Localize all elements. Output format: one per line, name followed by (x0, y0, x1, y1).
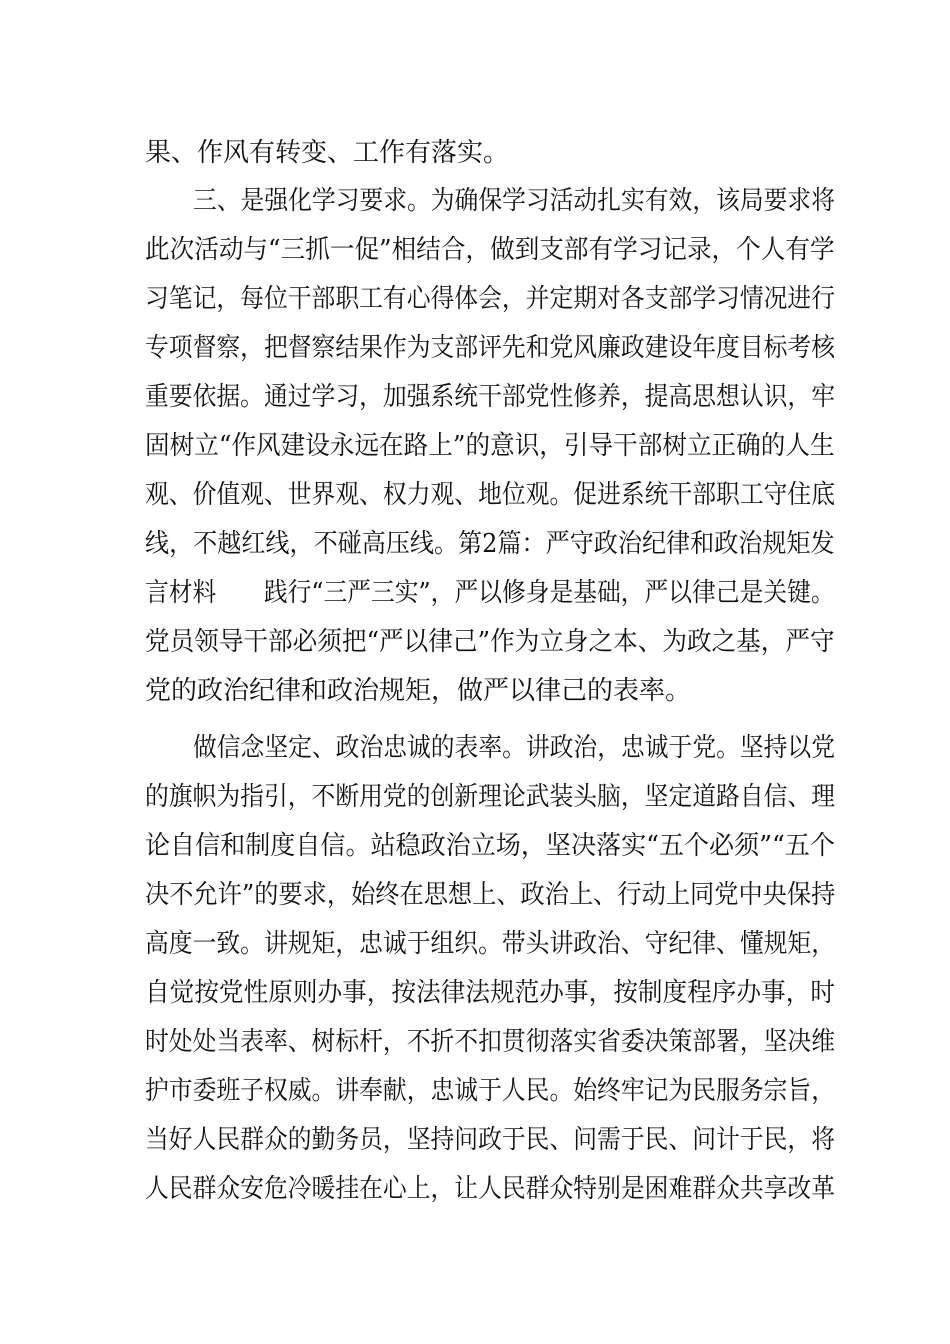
text-line-14: 的旗帜为指引，不断用党的创新理论武装头脑，坚定道路自信、理 (145, 782, 835, 812)
text-line-5: 专项督察，把督察结果作为支部评先和党风廉政建设年度目标考核 (145, 333, 835, 363)
text-line-18: 自觉按党性原则办事，按法律法规范办事，按制度程序办事，时 (145, 978, 836, 1008)
text-line-10 (145, 573, 835, 613)
text-line-20: 护市委班子权威。讲奉献，忠诚于人民。始终牢记为民服务宗旨， (145, 1076, 835, 1106)
text-line-9: 线，不越红线，不碰高压线。第2篇：严守政治纪律和政治规矩发 (145, 529, 835, 559)
text-line-15: 论自信和制度自信。站稳政治立场，坚决落实“五个必须”“五个 (145, 831, 835, 861)
text-fragment: 言材料 (145, 578, 217, 608)
text-line-3: 此次活动与“三抓一促”相结合，做到支部有学习记录，个人有学 (145, 235, 835, 265)
text-line-4: 习笔记，每位干部职工有心得体会，并定期对各支部学习情况进行 (145, 284, 835, 314)
text-fragment: 践行“三严三实”，严以修身是基础，严以律己是关键。 (263, 578, 835, 608)
text-line-2: 三、是强化学习要求。为确保学习活动扎实有效，该局要求将 (193, 186, 835, 216)
text-line-16: 决不允许”的要求，始终在思想上、政治上、行动上同党中央保持 (145, 880, 836, 910)
text-line-6: 重要依据。通过学习，加强系统干部党性修养，提高思想认识，牢 (145, 382, 835, 412)
text-line-7: 固树立“作风建设永远在路上”的意识，引导干部树立正确的人生 (145, 431, 835, 461)
text-line-22: 人民群众安危冷暖挂在心上，让人民群众特别是困难群众共享改革 (145, 1174, 835, 1204)
text-line-12: 党的政治纪律和政治规矩，做严以律己的表率。 (145, 676, 692, 706)
text-line-19: 时处处当表率、树标杆，不折不扣贯彻落实省委决策部署，坚决维 (145, 1027, 835, 1057)
text-line-21: 当好人民群众的勤务员，坚持问政于民、问需于民、问计于民，将 (145, 1125, 835, 1155)
text-line-8: 观、价值观、世界观、权力观、地位观。促进系统干部职工守住底 (145, 480, 835, 510)
text-line-11: 党员领导干部必须把“严以律己”作为立身之本、为政之基，严守 (145, 627, 835, 657)
text-line-13: 做信念坚定、政治忠诚的表率。讲政治，忠诚于党。坚持以党 (193, 733, 835, 763)
text-line-17: 高度一致。讲规矩，忠诚于组织。带头讲政治、守纪律、懂规矩， (145, 929, 835, 959)
text-line-1: 果、作风有转变、工作有落实。 (145, 138, 510, 168)
